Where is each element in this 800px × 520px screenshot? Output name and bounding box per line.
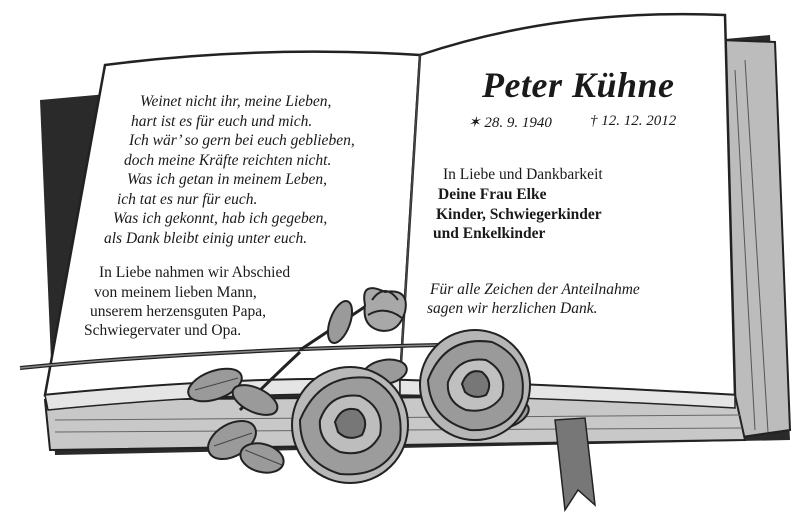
deceased-name: Peter Kühne [482,65,675,105]
family-member: Deine Frau Elke [438,186,547,203]
poem-line: Ich wär’ so gern bei euch geblieben, [129,132,355,149]
thanks-line: sagen wir herzlichen Dank. [427,300,598,317]
poem-line: Was ich gekonnt, hab ich gegeben, [113,210,328,227]
poem-line: Was ich getan in meinem Leben, [127,171,328,188]
birth-date: ✶ 28. 9. 1940 [468,115,552,131]
poem-line: hart ist es für euch und mich. [131,113,313,130]
farewell-line: In Liebe nahmen wir Abschied [99,264,291,281]
farewell-line: unserem herzensguten Papa, [90,303,267,320]
family-intro: In Liebe und Dankbarkeit [443,166,603,183]
rose-bloom-right [420,330,530,440]
thanks-line: Für alle Zeichen der Anteilnahme [430,281,640,298]
rose-bud [364,288,406,331]
poem-line: ich tat es nur für euch. [117,191,258,208]
death-date: † 12. 12. 2012 [590,113,677,129]
poem-line: als Dank bleibt einig unter euch. [104,230,308,247]
rose-bloom-left [292,367,408,483]
family-member: Kinder, Schwiegerkinder [436,206,602,223]
poem-line: Weinet nicht ihr, meine Lieben, [140,93,332,110]
farewell-line: von meinem lieben Mann, [94,284,257,301]
family-member: und Enkelkinder [433,225,546,242]
farewell-line: Schwiegervater und Opa. [84,322,242,339]
poem-line: doch meine Kräfte reichten nicht. [124,152,332,169]
